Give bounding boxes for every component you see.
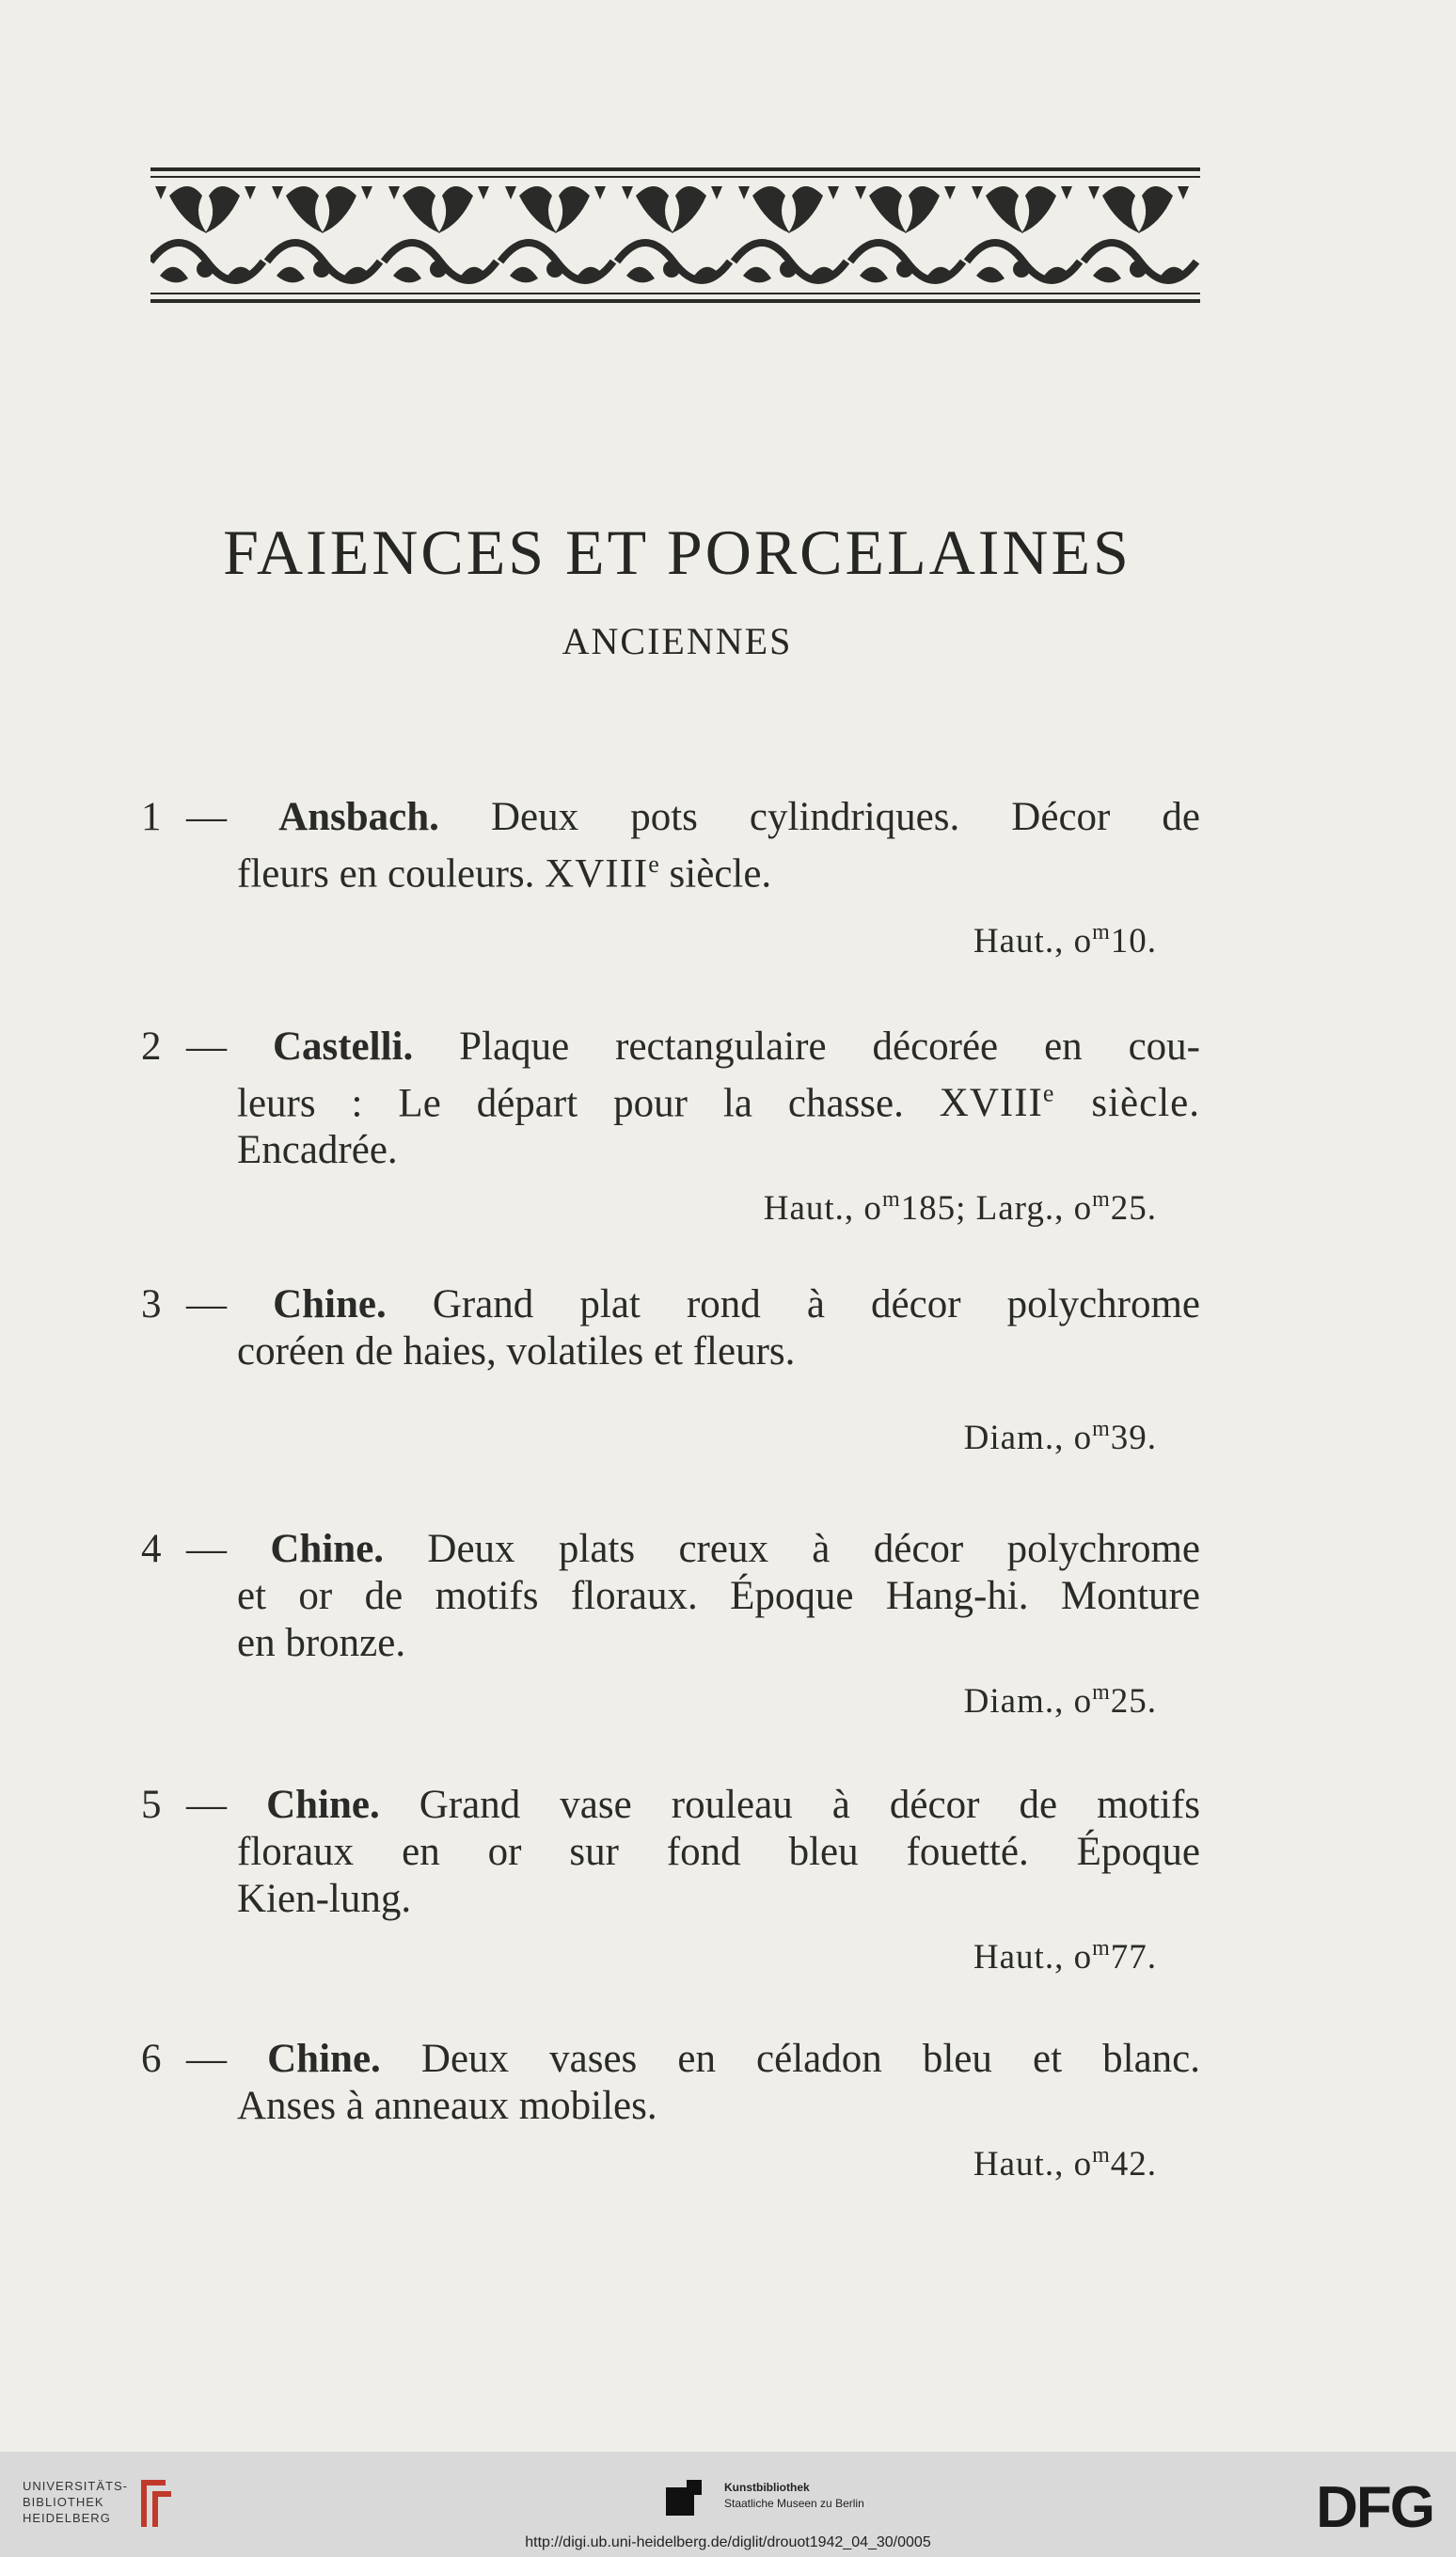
entry-dimensions: Haut., $o^m185$; Larg., $o^m25$.: [763, 1187, 1157, 1229]
entry-number: 4: [141, 1527, 162, 1571]
entry-century: XVIII: [545, 851, 649, 897]
entry-description: Encadrée.: [237, 1128, 398, 1173]
entry-dimensions: Diam., $o^m25$.: [963, 1680, 1157, 1721]
catalog-entry-6: 6 — Chine. Deux vases en céladon bleu et blanc. Anses à anneaux mobiles. Haut., $o^m42$.: [141, 2036, 1200, 2188]
entry-description: Grand vase rouleau à décor de motifs: [379, 1783, 1200, 1827]
section-subtitle: ANCIENNES: [562, 620, 793, 662]
entry-description: Deux plats creux à décor polychrome: [384, 1527, 1200, 1571]
catalog-entry-1: 1 — Ansbach. Deux pots cylindriques. Décor de fleurs en couleurs. XVIIIe siècle. Haut., $o^m10$.: [141, 794, 1200, 965]
entry-description: Grand plat rond à décor polychrome: [386, 1282, 1201, 1326]
entry-maker: Castelli.: [272, 1024, 414, 1069]
entry-description: Anses à anneaux mobiles.: [237, 2084, 657, 2128]
entry-maker: Chine.: [266, 1783, 380, 1827]
catalog-entry-2: 2 — Castelli. Plaque rectangulaire décorée en cou- leurs : Le départ pour la chasse. XVIIIe siècle. Encadrée. Haut., $o^m185$; Larg., $o^m25$.: [141, 1024, 1200, 1232]
entry-dimensions: Haut., $o^m42$.: [973, 2143, 1157, 2184]
entry-maker: Chine.: [273, 1282, 387, 1326]
entry-description: Plaque rectangulaire décorée en cou-: [413, 1024, 1200, 1069]
entry-number: 6: [141, 2037, 162, 2081]
entry-maker: Ansbach.: [278, 795, 439, 839]
heidelberg-mark-icon: [137, 2474, 175, 2531]
entry-dimensions: Diam., $o^m39$.: [963, 1417, 1157, 1457]
entry-description: et or de motifs floraux. Époque Hang-hi. Monture: [237, 1574, 1200, 1618]
entry-number: 2: [141, 1024, 162, 1069]
dfg-logo: DFG: [1316, 2475, 1433, 2540]
entry-description: Deux pots cylindriques. Décor de: [438, 795, 1200, 839]
entry-dimensions: Haut., $o^m10$.: [973, 920, 1157, 961]
entry-description: en bronze.: [237, 1621, 406, 1665]
entry-number: 1: [141, 795, 162, 839]
university-library-logo: UNIVERSITÄTS- BIBLIOTHEK HEIDELBERG: [23, 2479, 128, 2525]
entry-maker: Chine.: [267, 2037, 381, 2081]
entry-dimensions: Haut., $o^m77$.: [973, 1936, 1157, 1977]
entry-description: Deux vases en céladon bleu et blanc.: [380, 2037, 1201, 2081]
entry-number: 3: [141, 1282, 162, 1326]
entry-century: XVIIIe siècle.: [939, 1080, 1201, 1126]
entry-description: coréen de haies, volatiles et fleurs.: [237, 1329, 796, 1374]
catalog-entry-5: 5 — Chine. Grand vase rouleau à décor de motifs floraux en or sur fond bleu fouetté. Époque Kien-lung. Haut., $o^m77$.: [141, 1782, 1200, 1981]
digitization-footer: [0, 2452, 1456, 2557]
kunstbibliothek-text: Kunstbibliothek Staatliche Museen zu Berlin: [724, 2481, 864, 2510]
ornamental-frieze: [150, 167, 1200, 303]
source-url[interactable]: http://digi.ub.uni-heidelberg.de/diglit/drouot1942_04_30/0005: [525, 2534, 931, 2550]
entry-description: Kien-lung.: [237, 1877, 412, 1921]
kunstbibliothek-logo-icon: [666, 2480, 709, 2517]
entry-maker: Chine.: [270, 1527, 385, 1571]
catalog-entry-3: 3 — Chine. Grand plat rond à décor polychrome coréen de haies, volatiles et fleurs. Diam., $o^m39$.: [141, 1281, 1200, 1462]
entry-description: leurs : Le départ pour la chasse.: [237, 1081, 904, 1126]
section-title: FAIENCES ET PORCELAINES: [223, 516, 1132, 588]
entry-description: floraux en or sur fond bleu fouetté. Époque: [237, 1830, 1200, 1874]
entry-description: fleurs en couleurs.: [237, 851, 546, 897]
catalog-entry-4: 4 — Chine. Deux plats creux à décor polychrome et or de motifs floraux. Époque Hang-hi. Monture en bronze. Diam., $o^m25$.: [141, 1526, 1200, 1725]
entry-number: 5: [141, 1783, 162, 1827]
